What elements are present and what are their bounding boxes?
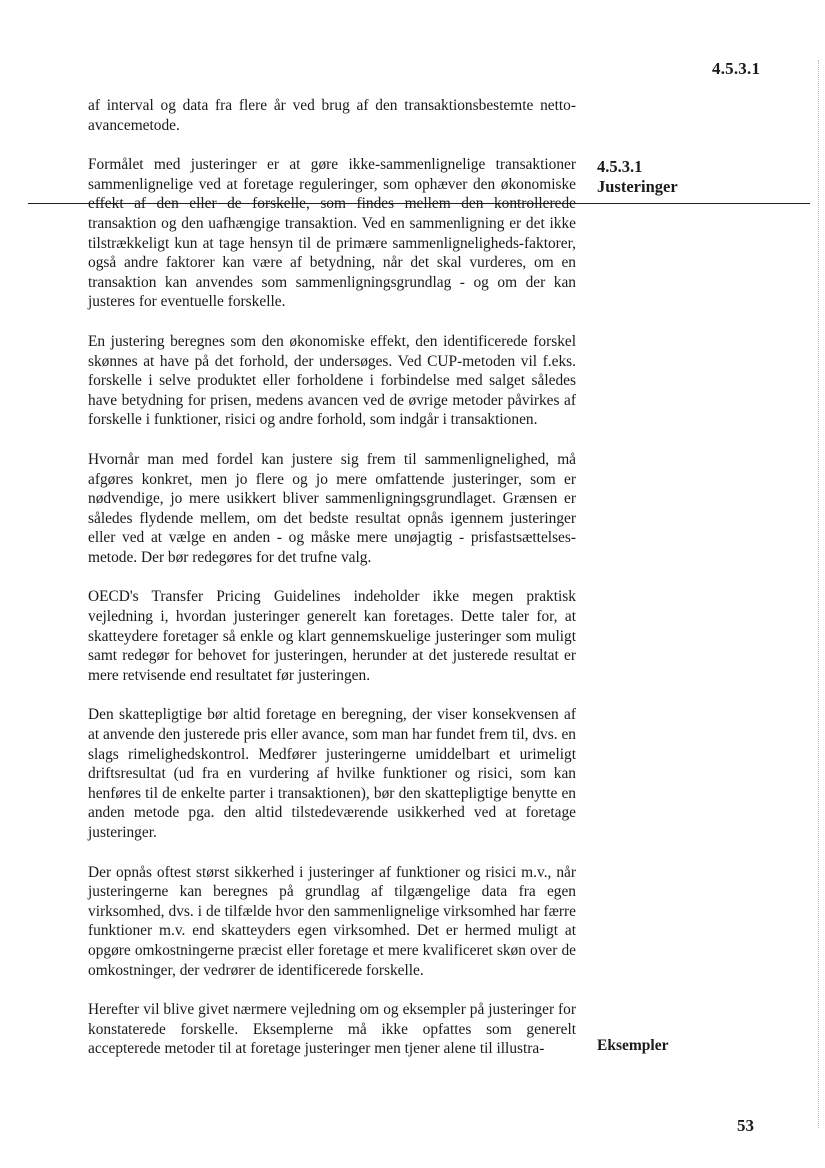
body-text-column [88, 96, 576, 1079]
paragraph-5: OECD's Transfer Pricing Guidelines indeholder ikke megen praktisk vejledning i, hvordan justeringer generelt kan foretages. Dette taler for, at skatteydere foretager så enkle og klart gennemskuelige justeringer som muligt samt redegør for behovet for justeringen, herunder at det justerede resultat er mere retvisende end resultatet før justeringen. [88, 588, 576, 684]
paragraph-2: Formålet med justeringer er at gøre ikke-sammenlignelige transaktioner sammenlignelige ved at foretage reguleringer, som ophæver den økonomiske effekt af den eller de forskelle, som findes mellem den kontrollerede transaktion og den uafhængige transaktion. Ved en sammenligning er det ikke tilstrækkeligt kun at tage hensyn til de primære sammenligneligheds-faktorer, også andre faktorer kan være af betydning, når det skal vurderes, om en transaktion kan anvendes som sammenligningsgrundlag - og om der kan justeres for eventuelle forskelle. [88, 156, 576, 311]
paragraph-6: Den skattepligtige bør altid foretage en beregning, der viser konsekvensen af at anvende den justerede pris eller avance, som man har fundet frem til, dvs. en slags rimelighedskontrol. Medfører justeringerne umiddelbart et urimeligt driftsresultat (ud fra en vurdering af hvilke funktioner og risici, som kan henføres til de enkelte parter i transaktionen), bør den skattepligtige benytte en anden metode pga. den altid tilstedeværende usikkerhed ved at foretage justeringer. [88, 706, 576, 841]
margin-examples-heading: Eksempler [597, 1037, 669, 1054]
margin-section-number: 4.5.3.1 [597, 157, 643, 176]
paragraph-3: En justering beregnes som den økonomiske effekt, den identificerede forskel skønnes at have på det forhold, der undersøges. Ved CUP-metoden vil f.eks. forskelle i selve produktet eller forholdene i forbindelse med salget således have betydning for prisen, medens avancen ved de øvrige metoder påvirkes af forskelle i funktioner, risici og andre forhold, som indgår i transaktionen. [88, 332, 576, 429]
paragraph-8: Herefter vil blive givet nærmere vejledning om og eksempler på justeringer for konstaterede forskelle. Eksemplerne må ikke opfattes som generelt accepterede metoder til at foretage justeringer men tjener alene til illustra- [88, 1001, 576, 1058]
margin-section-heading [597, 157, 777, 197]
paragraph-1: af interval og data fra flere år ved brug af den transaktionsbestemte netto-avancemetode. [88, 97, 576, 134]
margin-section-title: Justeringer [597, 177, 678, 196]
page-footer-number: 53 [737, 1116, 754, 1135]
paragraph-7: Der opnås oftest størst sikkerhed i justeringer af funktioner og risici m.v., når justeringerne kan beregnes på grundlag af tilgængelige data fra egen virksomhed, dvs. i de tilfælde hvor den sammenlignelige virksomhed har færre funktioner m.v. end skatteyders egen virksomhed. Det er hermed muligt at opgøre omkostningerne præcist eller foretage et mere kvalificeret skøn over de omkostninger, der vedrører de identificerede forskelle. [88, 863, 576, 979]
paragraph-4: Hvornår man med fordel kan justere sig frem til sammenlignelighed, må afgøres konkret, men jo flere og jo mere omfattende justeringer, som er nødvendige, jo mere usikkert bliver sammenligningsgrundlaget. Grænsen er således flydende mellem, om det bedste resultat opnås igennem justeringer eller ved at vælge en anden - og måske mere unøjagtig - prisfastsættelses-metode. Der bør redegøres for det trufne valg. [88, 450, 576, 566]
page-header-number: 4.5.3.1 [712, 59, 761, 78]
scan-edge-line [818, 60, 819, 1128]
